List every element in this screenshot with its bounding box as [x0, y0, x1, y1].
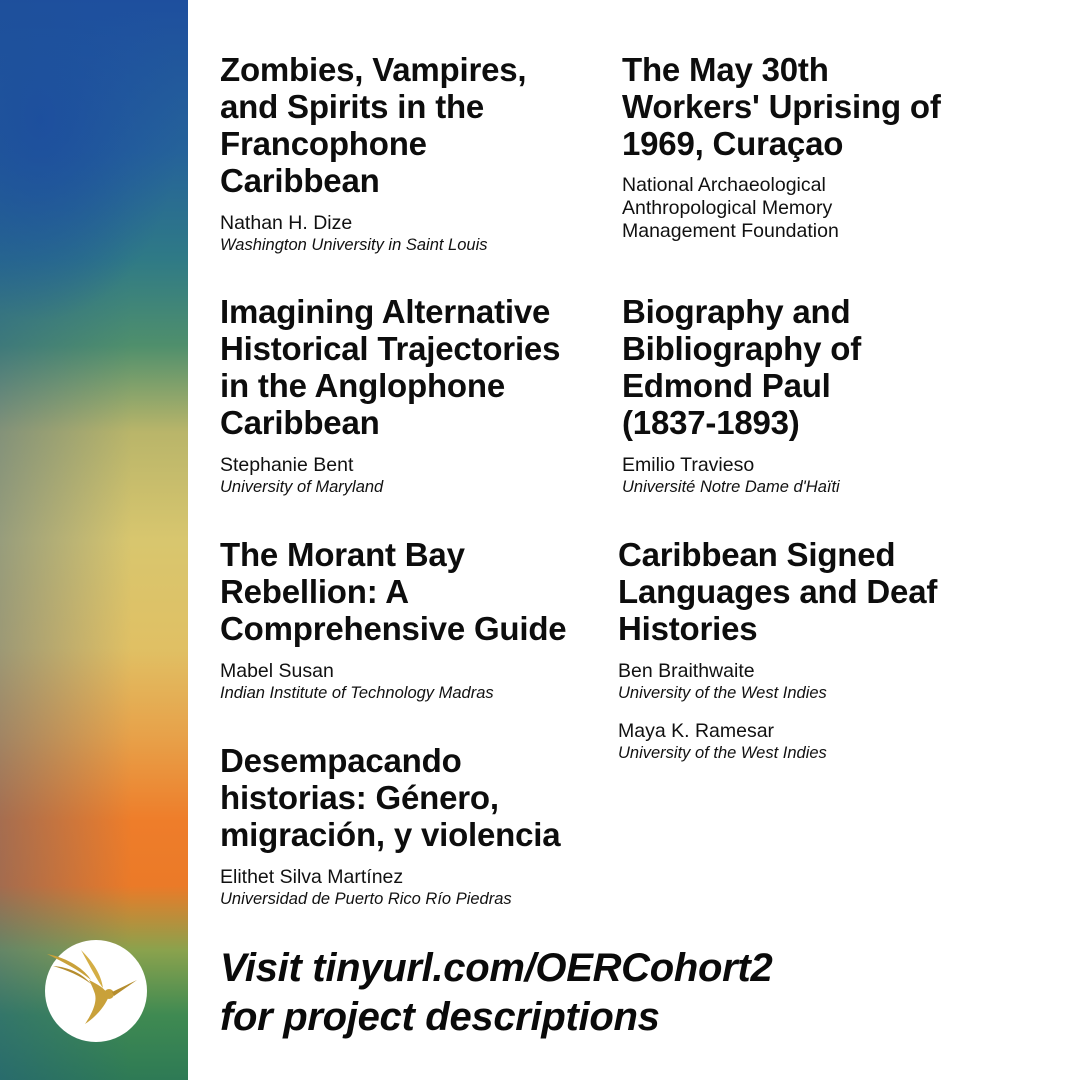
- project-title: Imagining Alternative Historical Trajectories in the Anglophone Caribbean: [220, 293, 561, 441]
- author-institution: Universidad de Puerto Rico Río Piedras: [220, 890, 512, 908]
- author-institution: University of the West Indies: [618, 744, 827, 762]
- project-title: Biography and Bibliography of Edmond Paul (1837-1893): [622, 293, 861, 441]
- author-institution: Université Notre Dame d'Haïti: [622, 478, 840, 496]
- project-entry: [622, 293, 1002, 498]
- project-title: The May 30th Workers' Uprising of 1969, Curaçao: [622, 51, 941, 162]
- organization-name: National Archaeological Anthropological Memory Management Foundation: [622, 174, 839, 242]
- logo-badge: [45, 940, 147, 1042]
- project-entry: [618, 536, 1018, 764]
- project-title: Zombies, Vampires, and Spirits in the Francophone Caribbean: [220, 51, 527, 199]
- author-institution: Washington University in Saint Louis: [220, 236, 488, 254]
- project-entry: [622, 51, 1022, 243]
- author-name: Maya K. Ramesar: [618, 720, 775, 742]
- project-entry: [220, 536, 600, 704]
- project-entry: [220, 742, 600, 910]
- author-name: Nathan H. Dize: [220, 212, 353, 234]
- project-entry: [220, 51, 580, 256]
- author-name: Emilio Travieso: [622, 454, 755, 476]
- author-institution: University of the West Indies: [618, 684, 827, 702]
- project-title: Desempacando historias: Género, migración, y violencia: [220, 742, 561, 853]
- author-name: Mabel Susan: [220, 660, 334, 682]
- author-name: Ben Braithwaite: [618, 660, 755, 682]
- author-institution: Indian Institute of Technology Madras: [220, 684, 494, 702]
- gradient-tint: [0, 0, 188, 1080]
- author-name: Elithet Silva Martínez: [220, 866, 404, 888]
- call-to-action: Visit tinyurl.com/OERCohort2 for project descriptions: [220, 946, 773, 1039]
- project-entry: [220, 293, 600, 498]
- author-name: Stephanie Bent: [220, 454, 354, 476]
- author-institution: University of Maryland: [220, 478, 384, 496]
- decorative-gradient-band: [0, 0, 188, 1080]
- project-title: The Morant Bay Rebellion: A Comprehensive Guide: [220, 536, 567, 647]
- project-title: Caribbean Signed Languages and Deaf Histories: [618, 536, 938, 647]
- hummingbird-icon: [45, 940, 147, 1042]
